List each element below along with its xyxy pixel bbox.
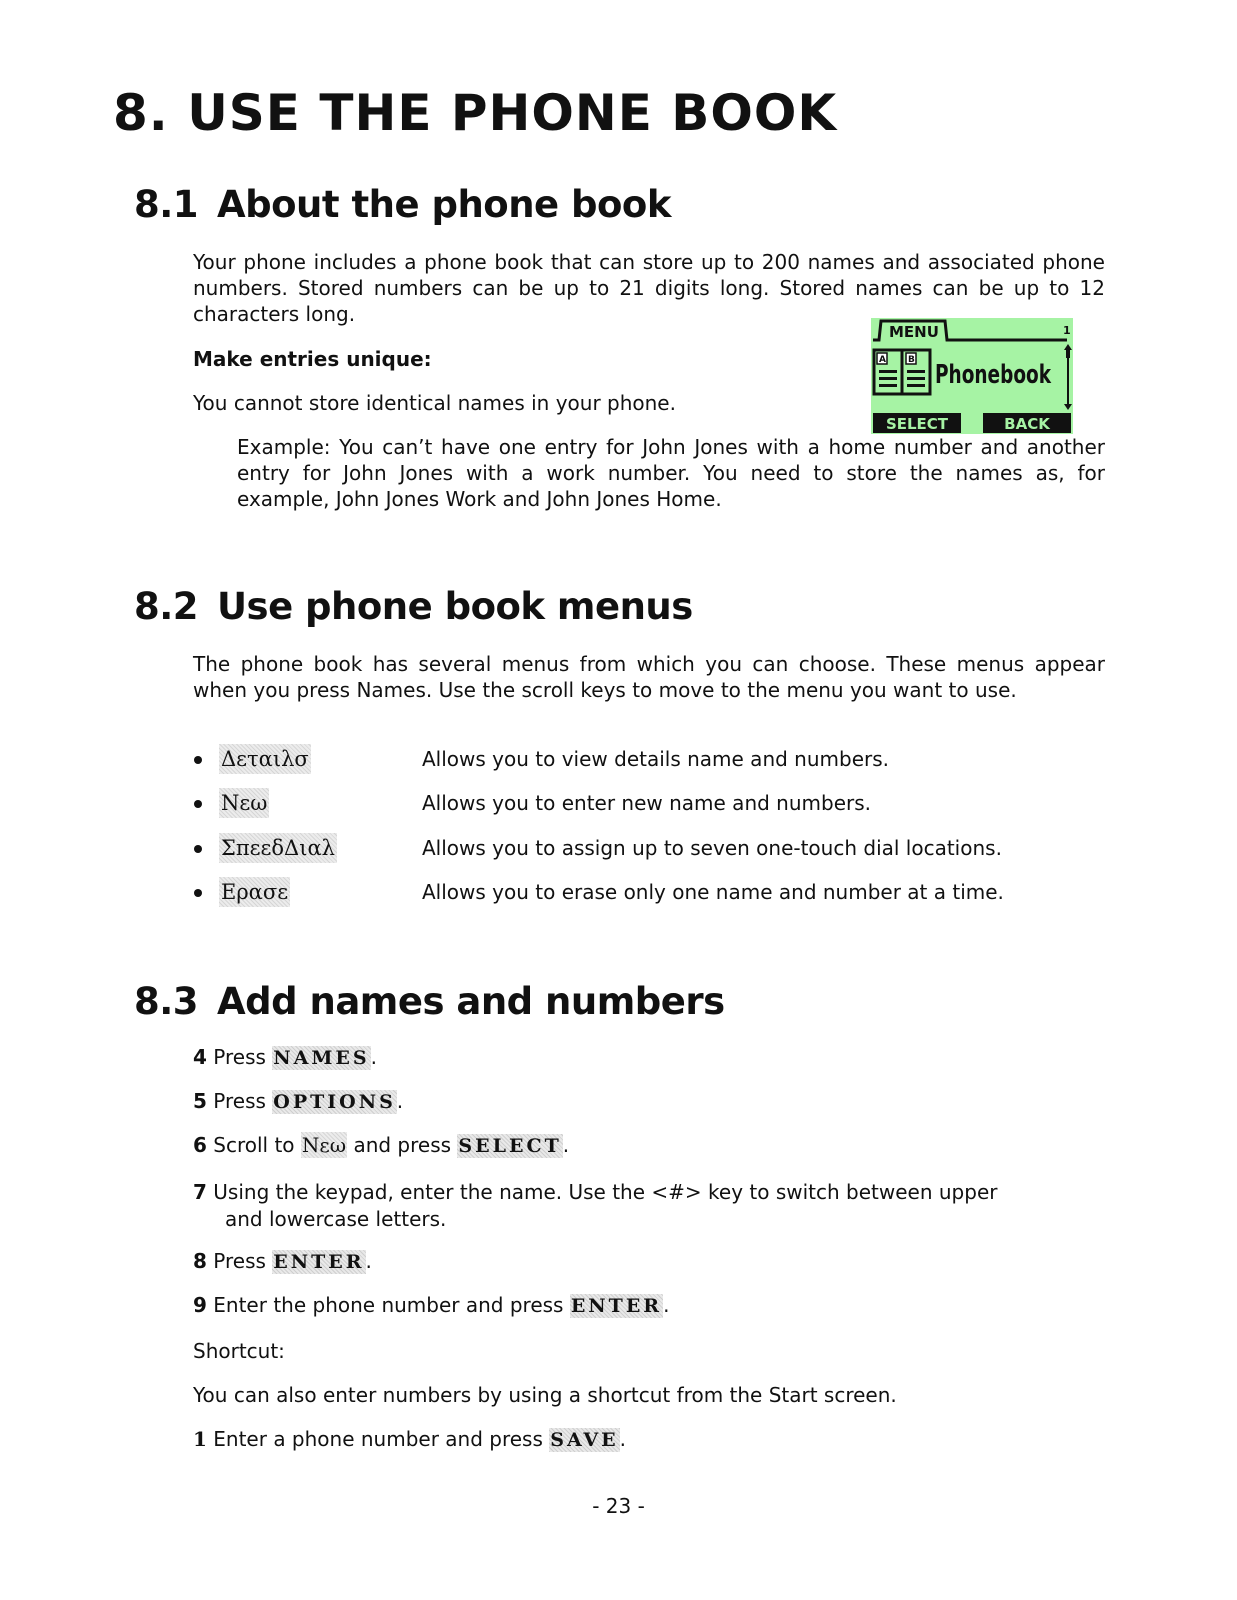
phone-screen-graphic	[871, 318, 1073, 434]
back-softkey-label: BACK	[1004, 415, 1050, 433]
save-key: SAVE	[550, 1429, 619, 1451]
bullet-icon	[194, 756, 202, 764]
step-number: 6	[193, 1133, 207, 1157]
enter-key: ENTER	[570, 1295, 663, 1317]
example-paragraph: Example: You can’t have one entry for John Jones with a home number and another entry for John Jones with a work number. You need to store the names as, for example, John Jones Work and John Jones Home.	[237, 435, 1105, 511]
menu-description: Allows you to enter new name and numbers.	[422, 791, 872, 815]
step-item	[193, 1248, 1105, 1276]
about-paragraph: Your phone includes a phone book that can store up to 200 names and associated phone numbers. Stored numbers can be up to 21 digits long. Stored names can be up to 12 characters long.	[193, 250, 1105, 326]
step-punctuation: .	[396, 1089, 404, 1113]
step-item	[193, 1426, 1105, 1454]
menu-name: Ερασε	[219, 877, 290, 907]
step-item	[193, 1044, 1105, 1072]
phonebook-label: Phonebook	[935, 360, 1052, 390]
chapter-title: 8. USE THE PHONE BOOK	[113, 84, 838, 142]
menu-name: Νεω	[219, 788, 269, 818]
step-number: 1	[193, 1427, 207, 1451]
section-title: Use phone book menus	[217, 585, 693, 628]
step-item	[193, 1292, 1105, 1320]
bullet-icon	[194, 800, 202, 808]
step-number: 8	[193, 1249, 207, 1273]
step-text: Using the keypad, enter the name. Use the <#> key to switch between upper	[213, 1180, 998, 1204]
section-heading-8-1	[134, 183, 671, 226]
step-text: Press	[213, 1249, 273, 1273]
section-heading-8-3	[134, 980, 725, 1023]
step-text: Enter a phone number and press	[206, 1427, 550, 1451]
bullet-icon	[194, 845, 202, 853]
scrollbar-icon	[1064, 344, 1072, 410]
step-text: Press	[213, 1089, 273, 1113]
menu-index: 1	[1063, 324, 1071, 337]
menu-label: MENU	[889, 323, 939, 341]
unique-heading: Make entries unique:	[193, 347, 432, 371]
svg-text:A: A	[879, 355, 886, 365]
page-number: - 23 -	[592, 1494, 645, 1518]
step-item	[193, 1088, 1105, 1116]
section-number: 8.2	[134, 585, 199, 628]
select-softkey-label: SELECT	[885, 415, 949, 433]
menu-list-item	[193, 744, 1105, 774]
menu-description: Allows you to view details name and numbers.	[422, 747, 890, 771]
step-punctuation: .	[562, 1133, 570, 1157]
step-punctuation: .	[370, 1045, 377, 1069]
menu-list-item	[193, 877, 1105, 907]
step-text: and lowercase letters.	[225, 1207, 447, 1231]
enter-key: ENTER	[273, 1251, 365, 1273]
book-icon	[874, 350, 930, 394]
step-number: 4	[193, 1045, 207, 1069]
step-number: 5	[193, 1089, 207, 1113]
svg-text:B: B	[908, 355, 915, 365]
names-key: NAMES	[273, 1047, 370, 1069]
phone-screen	[871, 318, 1073, 434]
select-key: SELECT	[458, 1135, 562, 1157]
menu-name: Δεταιλσ	[219, 744, 311, 774]
section-number: 8.3	[134, 980, 199, 1023]
step-number: 7	[193, 1180, 207, 1204]
menus-intro-paragraph: The phone book has several menus from which you can choose. These menus appear when you press Names. Use the scroll keys to move to the menu you want to use.	[193, 652, 1105, 702]
shortcut-paragraph: You can also enter numbers by using a shortcut from the Start screen.	[193, 1383, 897, 1407]
section-title: Add names and numbers	[217, 980, 725, 1023]
step-text: Enter the phone number and press	[213, 1293, 570, 1317]
menu-list-item	[193, 788, 1105, 818]
section-title: About the phone book	[217, 183, 671, 226]
step-punctuation: .	[619, 1427, 626, 1451]
new-menu-name: Νεω	[301, 1133, 347, 1157]
section-heading-8-2	[134, 585, 693, 628]
step-text: Press	[213, 1045, 273, 1069]
menu-description: Allows you to erase only one name and number at a time.	[422, 880, 1004, 904]
shortcut-label: Shortcut:	[193, 1339, 285, 1363]
section-number: 8.1	[134, 183, 199, 226]
menu-description: Allows you to assign up to seven one-touch dial locations.	[422, 836, 1002, 860]
step-number: 9	[193, 1293, 207, 1317]
step-item	[193, 1132, 1105, 1160]
step-item	[193, 1179, 1105, 1233]
step-punctuation: .	[663, 1293, 670, 1317]
step-text: and press	[353, 1133, 458, 1157]
step-text: Scroll to	[213, 1133, 301, 1157]
options-key: OPTIONS	[273, 1091, 396, 1113]
bullet-icon	[194, 889, 202, 897]
menu-list-item	[193, 833, 1105, 863]
menu-name: ΣπεεδΔιαλ	[219, 833, 337, 863]
step-punctuation: .	[365, 1249, 372, 1273]
identical-names-paragraph: You cannot store identical names in your phone.	[193, 391, 676, 415]
